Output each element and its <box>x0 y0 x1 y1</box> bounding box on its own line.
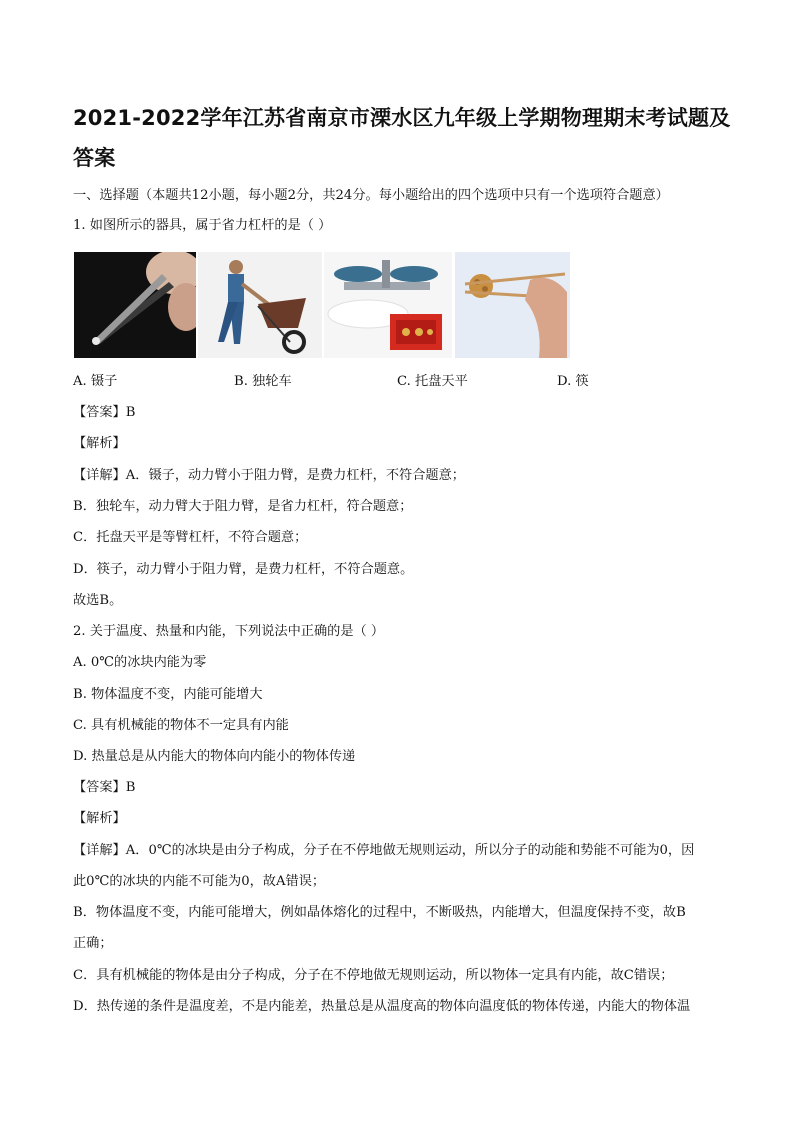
balance-scale-photo <box>324 252 452 358</box>
wheelbarrow-icon <box>198 252 322 358</box>
section-heading: 一、选择题（本题共12小题，每小题2分，共24分。每小题给出的四个选项中只有一个选项符合题意） <box>73 188 669 203</box>
chopsticks-icon <box>455 252 570 358</box>
q2-detail-line: B．物体温度不变，内能可能增大，例如晶体熔化的过程中，不断吸热，内能增大，但温度保持不变，故B <box>73 905 686 920</box>
tweezers-photo <box>74 252 196 358</box>
q2-detail-line: D．热传递的条件是温度差，不是内能差，热量总是从温度高的物体向温度低的物体传递，内能大的物体温 <box>73 999 691 1014</box>
q1-option-b: B. 独轮车 <box>234 374 292 389</box>
q2-detail-line: 此0℃的冰块的内能不可能为0，故A错误； <box>73 874 326 889</box>
q2-answer: 【答案】B <box>73 780 136 795</box>
q1-conclusion: 故选B。 <box>73 593 123 608</box>
chopsticks-photo <box>455 252 570 358</box>
q1-option-d: D. 筷 <box>557 374 589 389</box>
q2-detail-line: 正确； <box>73 936 113 951</box>
document-title-line2: 答案 <box>73 146 116 170</box>
q2-detail-line: C．具有机械能的物体是由分子构成，分子在不停地做无规则运动，所以物体一定具有内能，故C错误； <box>73 968 674 983</box>
q1-detail-line: D．筷子，动力臂小于阻力臂，是费力杠杆，不符合题意。 <box>73 562 414 577</box>
q1-detail-line: B．独轮车，动力臂大于阻力臂，是省力杠杆，符合题意； <box>73 499 413 514</box>
q1-answer: 【答案】B <box>73 405 136 420</box>
q2-option-c: C. 具有机械能的物体不一定具有内能 <box>73 718 289 733</box>
tweezers-icon <box>74 252 196 358</box>
document-title-line1: 2021-2022学年江苏省南京市溧水区九年级上学期物理期末考试题及 <box>73 106 731 130</box>
q2-detail-line: 【详解】A．0℃的冰块是由分子构成，分子在不停地做无规则运动，所以分子的动能和势能不可能为0，因 <box>73 843 695 858</box>
q2-analysis-label: 【解析】 <box>73 811 126 826</box>
wheelbarrow-photo <box>198 252 322 358</box>
q1-option-a: A. 镊子 <box>73 374 118 389</box>
q1-detail-line: 【详解】A．镊子，动力臂小于阻力臂，是费力杠杆，不符合题意； <box>73 468 465 483</box>
balance-scale-icon <box>324 252 452 358</box>
q1-analysis-label: 【解析】 <box>73 436 126 451</box>
q2-option-d: D. 热量总是从内能大的物体向内能小的物体传递 <box>73 749 356 764</box>
q1-stem: 1. 如图所示的器具，属于省力杠杆的是（ ） <box>73 218 332 233</box>
q2-option-a: A. 0℃的冰块内能为零 <box>73 655 207 670</box>
q1-detail-line: C．托盘天平是等臂杠杆，不符合题意； <box>73 530 308 545</box>
q1-option-c: C. 托盘天平 <box>397 374 468 389</box>
q2-stem: 2. 关于温度、热量和内能，下列说法中正确的是（ ） <box>73 624 385 639</box>
q2-option-b: B. 物体温度不变，内能可能增大 <box>73 687 263 702</box>
